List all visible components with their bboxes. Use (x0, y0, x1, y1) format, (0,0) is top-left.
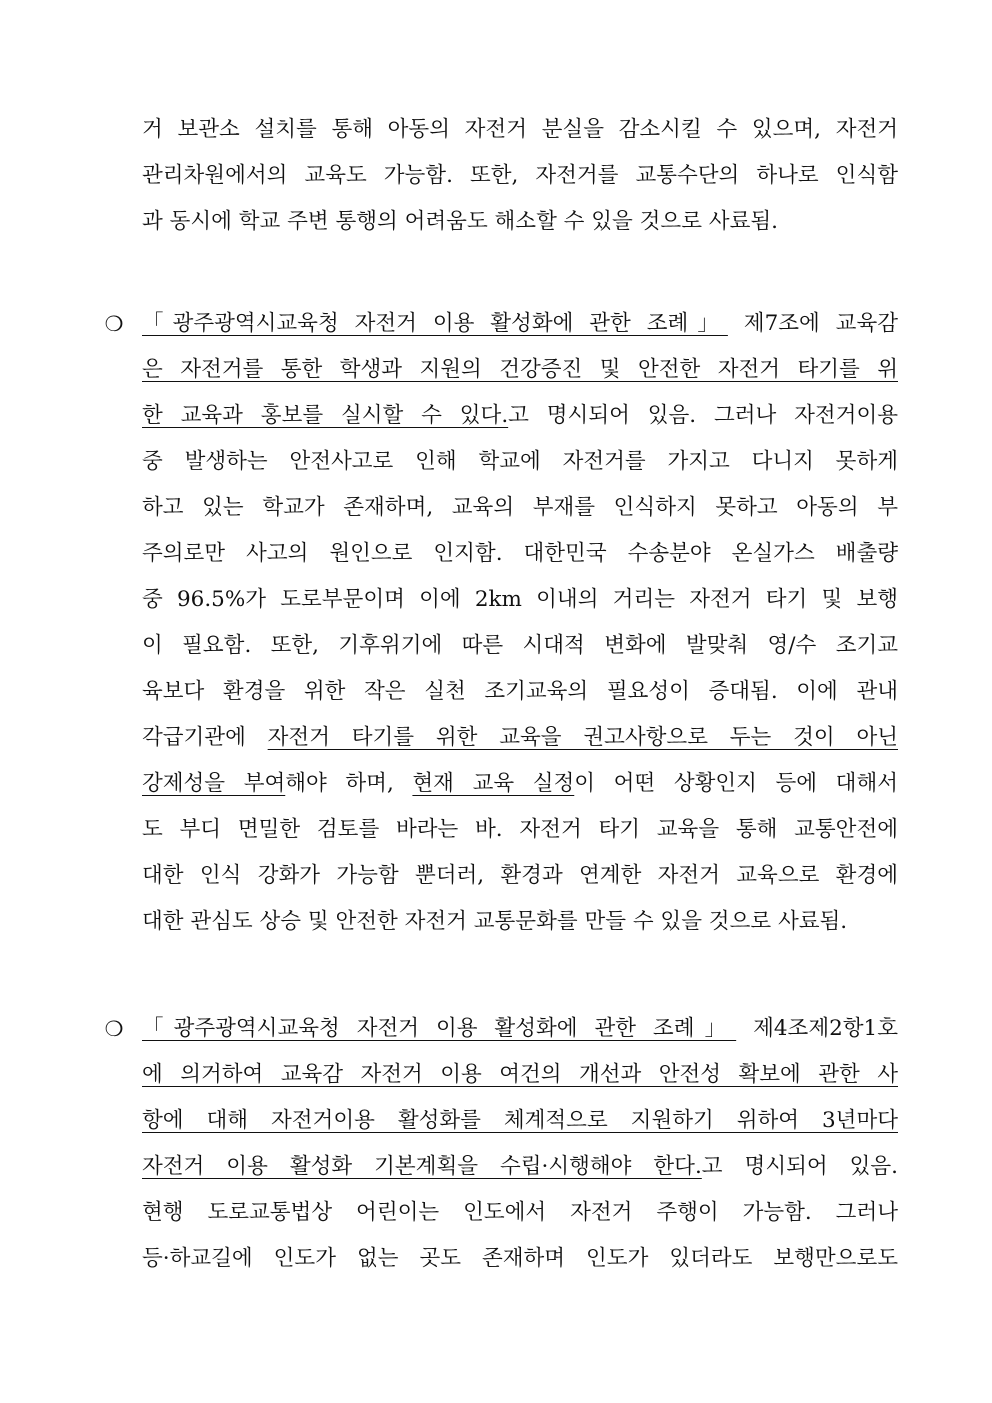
text-span: 제4조제2항1호 (736, 1016, 898, 1041)
text-line: 이 필요함. 또한, 기후위기에 따른 시대적 변화에 발맞춰 영/수 조기교 (142, 633, 898, 658)
text-line (142, 1151, 898, 1183)
text-line: 등·하교길에 인도가 없는 곳도 존재하며 인도가 있더라도 보행만으로도 (142, 1246, 898, 1271)
text-line: 주의로만 사고의 원인으로 인지함. 대한민국 수송분야 온실가스 배출량 (142, 541, 898, 566)
text-line: 중 발생하는 안전사고로 인해 학교에 자전거를 가지고 다니지 못하게 (142, 449, 898, 474)
text-span: 고 명시되어 있음. 그러나 자전거이용 (508, 403, 898, 428)
text-line (142, 308, 898, 340)
text-line (142, 1013, 898, 1045)
text-line (142, 354, 898, 386)
text-line (142, 722, 898, 754)
text-span: 제7조에 교육감 (727, 311, 898, 336)
text-line (142, 1105, 898, 1137)
text-span: 고 명시되어 있음. (701, 1154, 899, 1179)
underlined-text: 자전거 타기를 위한 교육을 권고사항으로 두는 것이 아닌 (267, 725, 898, 750)
text-line: 육보다 환경을 위한 작은 실천 조기교육의 필요성이 증대됨. 이에 관내 (142, 679, 898, 704)
text-line: 대한 인식 강화가 가능함 뿐더러, 환경과 연계한 자전거 교육으로 환경에 (142, 863, 898, 888)
underlined-text: 「광주광역시교육청 자전거 이용 활성화에 관한 조례」 (142, 311, 728, 336)
text-line: 하고 있는 학교가 존재하며, 교육의 부재를 인식하지 못하고 아동의 부 (142, 495, 898, 520)
text-line: 중 96.5%가 도로부문이며 이에 2km 이내의 거리는 자전거 타기 및 보행 (142, 587, 898, 612)
underlined-text: 강제성을 부여 (142, 771, 286, 796)
text-line (142, 768, 898, 800)
text-line: 현행 도로교통법상 어린이는 인도에서 자전거 주행이 가능함. 그러나 (142, 1200, 898, 1225)
text-line: 과 동시에 학교 주변 통행의 어려움도 해소할 수 있을 것으로 사료됨. (142, 209, 778, 234)
text-span: 각급기관에 (142, 725, 268, 750)
bullet-circle-icon: ❍ (104, 312, 124, 336)
underlined-text: 항에 대해 자전거이용 활성화를 체계적으로 지원하기 위하여 3년마다 (142, 1108, 898, 1133)
text-line: 도 부디 면밀한 검토를 바라는 바. 자전거 타기 교육을 통해 교통안전에 (142, 817, 898, 842)
text-line: 거 보관소 설치를 통해 아동의 자전거 분실을 감소시킬 수 있으며, 자전거 (142, 117, 898, 142)
text-span: 해야 하며, (285, 771, 413, 796)
text-line (142, 400, 898, 432)
underlined-text: 현재 교육 실정 (412, 771, 575, 796)
underlined-text: 은 자전거를 통한 학생과 지원의 건강증진 및 안전한 자전거 타기를 위 (142, 357, 898, 382)
underlined-text: 한 교육과 홍보를 실시할 수 있다. (142, 403, 509, 428)
underlined-text: 「광주광역시교육청 자전거 이용 활성화에 관한 조례」 (142, 1016, 737, 1041)
underlined-text: 에 의거하여 교육감 자전거 이용 여건의 개선과 안전성 확보에 관한 사 (142, 1062, 898, 1087)
text-line: 대한 관심도 상승 및 안전한 자전거 교통문화를 만들 수 있을 것으로 사료됨. (142, 909, 848, 934)
underlined-text: 자전거 이용 활성화 기본계획을 수립·시행해야 한다. (142, 1154, 702, 1179)
text-line: 관리차원에서의 교육도 가능함. 또한, 자전거를 교통수단의 하나로 인식함 (142, 163, 898, 188)
bullet-circle-icon: ❍ (104, 1017, 124, 1041)
text-line (142, 1059, 898, 1091)
text-span: 이 어떤 상황인지 등에 대해서 (574, 771, 898, 796)
